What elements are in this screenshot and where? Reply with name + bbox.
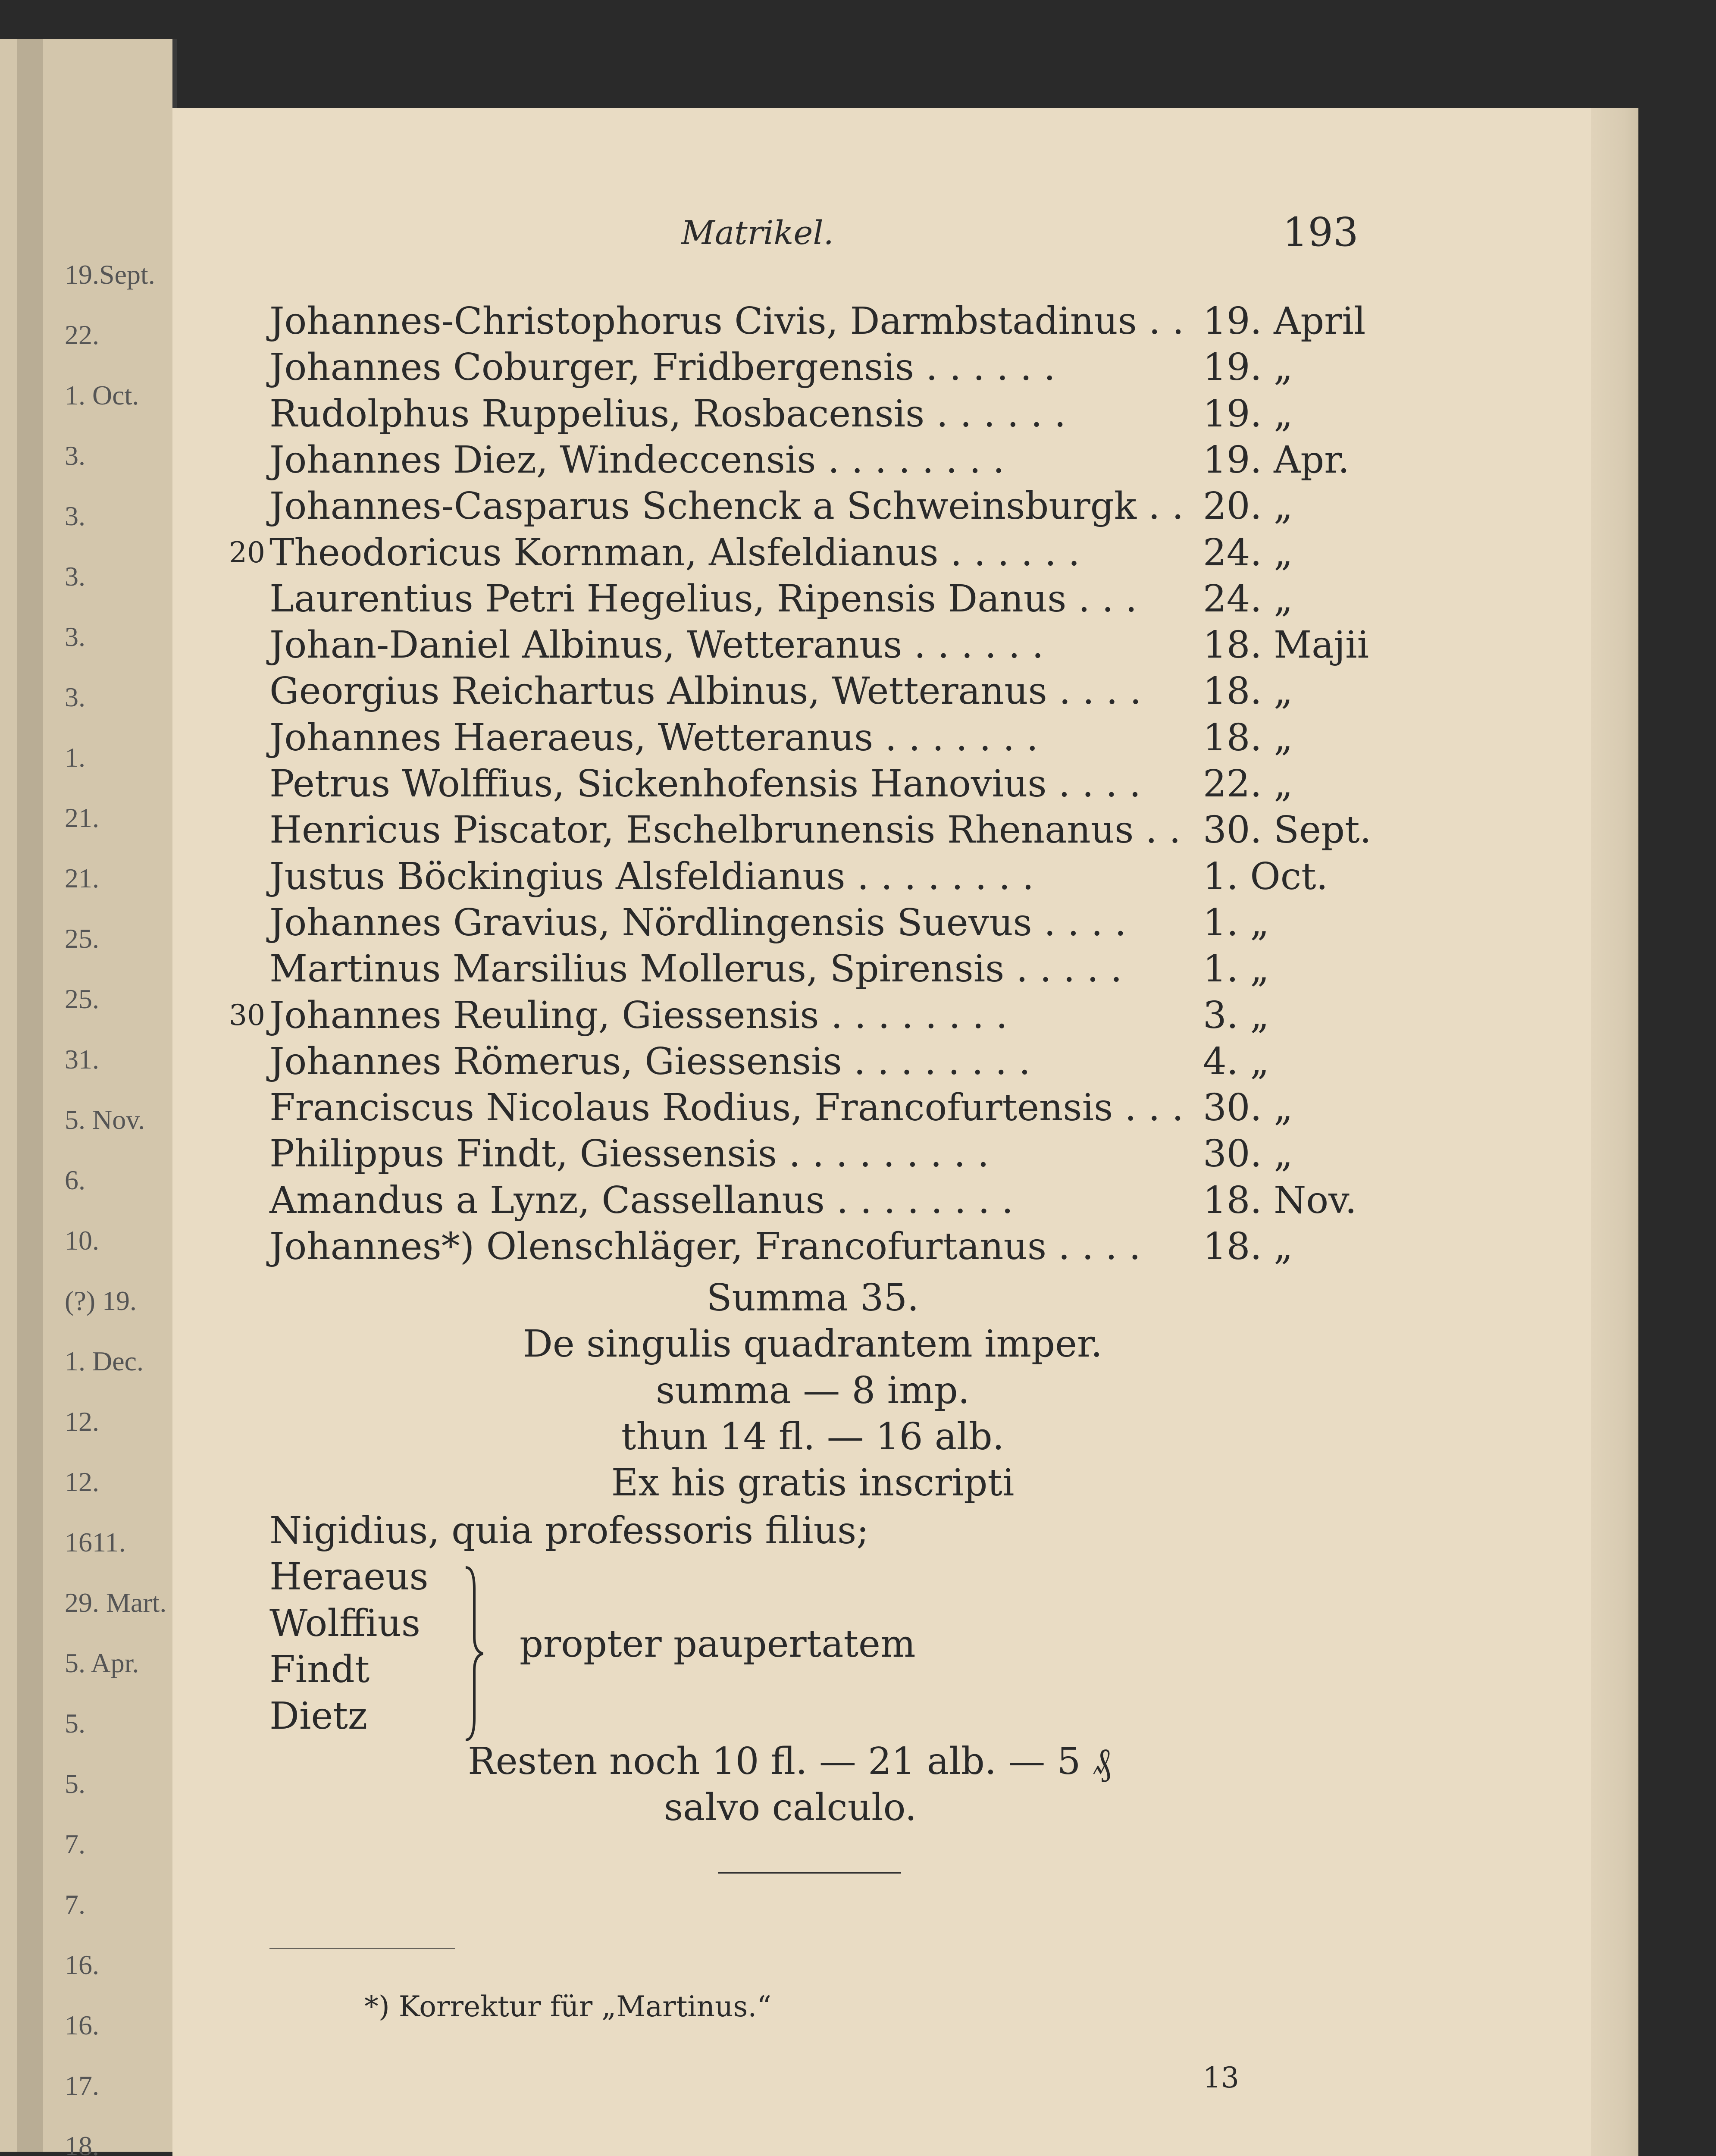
student-name: Georgius Reichartus Albinus, Wetteranus . . . . [269, 670, 1142, 713]
previous-page-date: 1. Dec. [65, 1346, 144, 1376]
previous-page-date: 25. [65, 984, 99, 1014]
enrollment-date: 24. „ [1203, 531, 1293, 574]
enrollment-date: 18. Majii [1203, 624, 1369, 667]
previous-page-date: 16. [65, 2010, 99, 2040]
previous-page-date: 3. [65, 621, 85, 652]
previous-page-date: 21. [65, 863, 99, 893]
summary-line-4: Ex his gratis inscripti [611, 1461, 1015, 1504]
signature-mark: 13 [1203, 2061, 1239, 2094]
line-number: 20 [229, 536, 265, 569]
enrollment-date: 30. „ [1203, 1086, 1293, 1130]
summa-line: Summa 35. [706, 1276, 919, 1319]
student-name: Rudolphus Ruppelius, Rosbacensis . . . . . . [269, 392, 1066, 436]
enrollment-date: 18. „ [1203, 670, 1293, 713]
previous-page-date: 29. Mart. [65, 1587, 167, 1618]
previous-page-date: 3. [65, 501, 85, 531]
student-name: Martinus Marsilius Mollerus, Spirensis . . . . . [269, 947, 1122, 991]
enrollment-date: 19. „ [1203, 346, 1293, 389]
previous-page-date: 12. [65, 1406, 99, 1437]
previous-page-date: 21. [65, 802, 99, 833]
entry-row [269, 1130, 1347, 1178]
enrollment-date: 3. „ [1203, 993, 1269, 1037]
footnote-rule [269, 1948, 455, 1949]
student-name: Amandus a Lynz, Cassellanus . . . . . . . . [269, 1178, 1014, 1222]
previous-page-date: (?) 19. [65, 1285, 137, 1316]
entry-row [269, 1177, 1357, 1224]
enrollment-date: 18. „ [1203, 716, 1293, 759]
entry-row [269, 945, 1347, 993]
student-name: Johannes Diez, Windeccensis . . . . . . . . [269, 438, 1005, 482]
enrollment-date: 24. „ [1203, 577, 1293, 620]
previous-page-date: 18. [65, 2131, 99, 2156]
previous-page-date: 3. [65, 561, 85, 592]
previous-page-date: 6. [65, 1165, 85, 1195]
summary-line-3: thun 14 fl. — 16 alb. [621, 1415, 1005, 1458]
enrollment-date: 18. Nov. [1203, 1178, 1357, 1222]
entry-row [269, 806, 1372, 854]
enrollment-date: 1. Oct. [1203, 855, 1328, 898]
previous-page-date: 19.Sept. [65, 259, 155, 290]
poor-name-3: Findt [269, 1648, 370, 1691]
previous-page-date: 1. Oct. [65, 380, 139, 411]
previous-page-strip [0, 39, 177, 2156]
entry-row [269, 1084, 1347, 1131]
previous-page-date: 31. [65, 1044, 99, 1075]
student-name: Justus Böckingius Alsfeldianus . . . . . . . . [269, 855, 1034, 898]
student-name: Laurentius Petri Hegelius, Ripensis Danus . . . [269, 577, 1137, 620]
entry-row [269, 344, 1347, 391]
entry-row [269, 853, 1347, 900]
entry-row [269, 1223, 1347, 1270]
salvo-line: salvo calculo. [664, 1786, 917, 1829]
entry-row [269, 621, 1369, 669]
poor-name-2: Wolffius [269, 1602, 420, 1645]
student-name: Johannes Römerus, Giessensis . . . . . . . . [269, 1040, 1031, 1083]
student-name: Johannes Gravius, Nördlingensis Suevus . . . . [269, 901, 1127, 944]
entry-row [269, 575, 1347, 623]
page-number: 193 [1283, 209, 1359, 255]
enrollment-date: 19. „ [1203, 392, 1293, 436]
page-edge [1591, 108, 1638, 2156]
student-name: Johannes-Casparus Schenck a Schweinsburgk . . [269, 485, 1184, 528]
previous-page-date: 1. [65, 742, 85, 773]
student-name: Henricus Piscator, Eschelbrunensis Rhenanus . . [269, 808, 1181, 852]
previous-page-date: 10. [65, 1225, 99, 1256]
poor-reason: propter paupertatem [520, 1623, 916, 1666]
entry-row [229, 992, 1347, 1039]
enrollment-date: 19. Apr. [1203, 438, 1350, 482]
section-divider [718, 1872, 901, 1874]
entry-row [229, 529, 1347, 577]
entry-row [269, 1038, 1347, 1085]
previous-page-date: 16. [65, 1949, 99, 1980]
previous-page-date: 17. [65, 2070, 99, 2101]
enrollment-date: 4. „ [1203, 1040, 1269, 1083]
previous-page-date: 5. Nov. [65, 1104, 145, 1135]
rest-line: Resten noch 10 fl. — 21 alb. — 5 ₰ [468, 1740, 1111, 1783]
previous-page-date: 3. [65, 682, 85, 712]
previous-page-date: 3. [65, 440, 85, 471]
entry-row [269, 436, 1350, 484]
student-name: Theodoricus Kornman, Alsfeldianus . . . . . . [269, 531, 1080, 574]
student-name: Petrus Wolffius, Sickenhofensis Hanovius . . . . [269, 762, 1141, 805]
previous-page-date: 1611. [65, 1527, 126, 1557]
curly-brace [461, 1563, 487, 1744]
previous-page-date: 5. [65, 1768, 85, 1799]
entry-row [269, 760, 1347, 808]
student-name: Franciscus Nicolaus Rodius, Francofurtensis . . . [269, 1086, 1184, 1130]
enrollment-date: 30. Sept. [1203, 808, 1372, 852]
poor-name-4: Dietz [269, 1695, 368, 1738]
previous-page-date: 7. [65, 1829, 85, 1859]
entry-row [269, 714, 1347, 761]
previous-page-date: 5. Apr. [65, 1648, 139, 1678]
enrollment-date: 20. „ [1203, 485, 1293, 528]
previous-page-date: 5. [65, 1708, 85, 1739]
entry-row [269, 483, 1347, 530]
footnote: *) Korrektur für „Martinus.“ [364, 1990, 772, 2023]
previous-page-date: 7. [65, 1889, 85, 1920]
previous-page-date: 25. [65, 923, 99, 954]
entry-row [269, 390, 1347, 438]
entry-row [269, 899, 1347, 946]
student-name: Philippus Findt, Giessensis . . . . . . . . . [269, 1132, 990, 1176]
student-name: Johannes-Christophorus Civis, Darmbstadinus . . [269, 300, 1184, 343]
student-name: Johannes Haeraeus, Wetteranus . . . . . . . [269, 716, 1038, 759]
enrollment-date: 22. „ [1203, 762, 1293, 805]
summary-line-1: De singulis quadrantem imper. [523, 1322, 1102, 1366]
book-spine [17, 39, 43, 2152]
enrollment-date: 1. „ [1203, 947, 1269, 991]
student-name: Johannes Coburger, Fridbergensis . . . . . . [269, 346, 1056, 389]
previous-page-date: 12. [65, 1467, 99, 1497]
previous-page-date: 22. [65, 320, 99, 350]
entry-row [269, 667, 1347, 715]
poor-name-1: Heraeus [269, 1555, 429, 1598]
enrollment-date: 1. „ [1203, 901, 1269, 944]
enrollment-date: 19. April [1203, 300, 1366, 343]
student-name: Johannes Reuling, Giessensis . . . . . . . . [269, 993, 1008, 1037]
nigidius-line: Nigidius, quia professoris filius; [269, 1509, 869, 1552]
student-name: Johannes*) Olenschläger, Francofurtanus . . . . [269, 1225, 1141, 1268]
running-head: Matrikel. [681, 213, 834, 252]
enrollment-date: 30. „ [1203, 1132, 1293, 1176]
student-name: Johan-Daniel Albinus, Wetteranus . . . . . . [269, 624, 1044, 667]
enrollment-date: 18. „ [1203, 1225, 1293, 1268]
entry-row [269, 298, 1366, 345]
line-number: 30 [229, 998, 265, 1032]
summary-line-2: summa — 8 imp. [655, 1369, 970, 1412]
